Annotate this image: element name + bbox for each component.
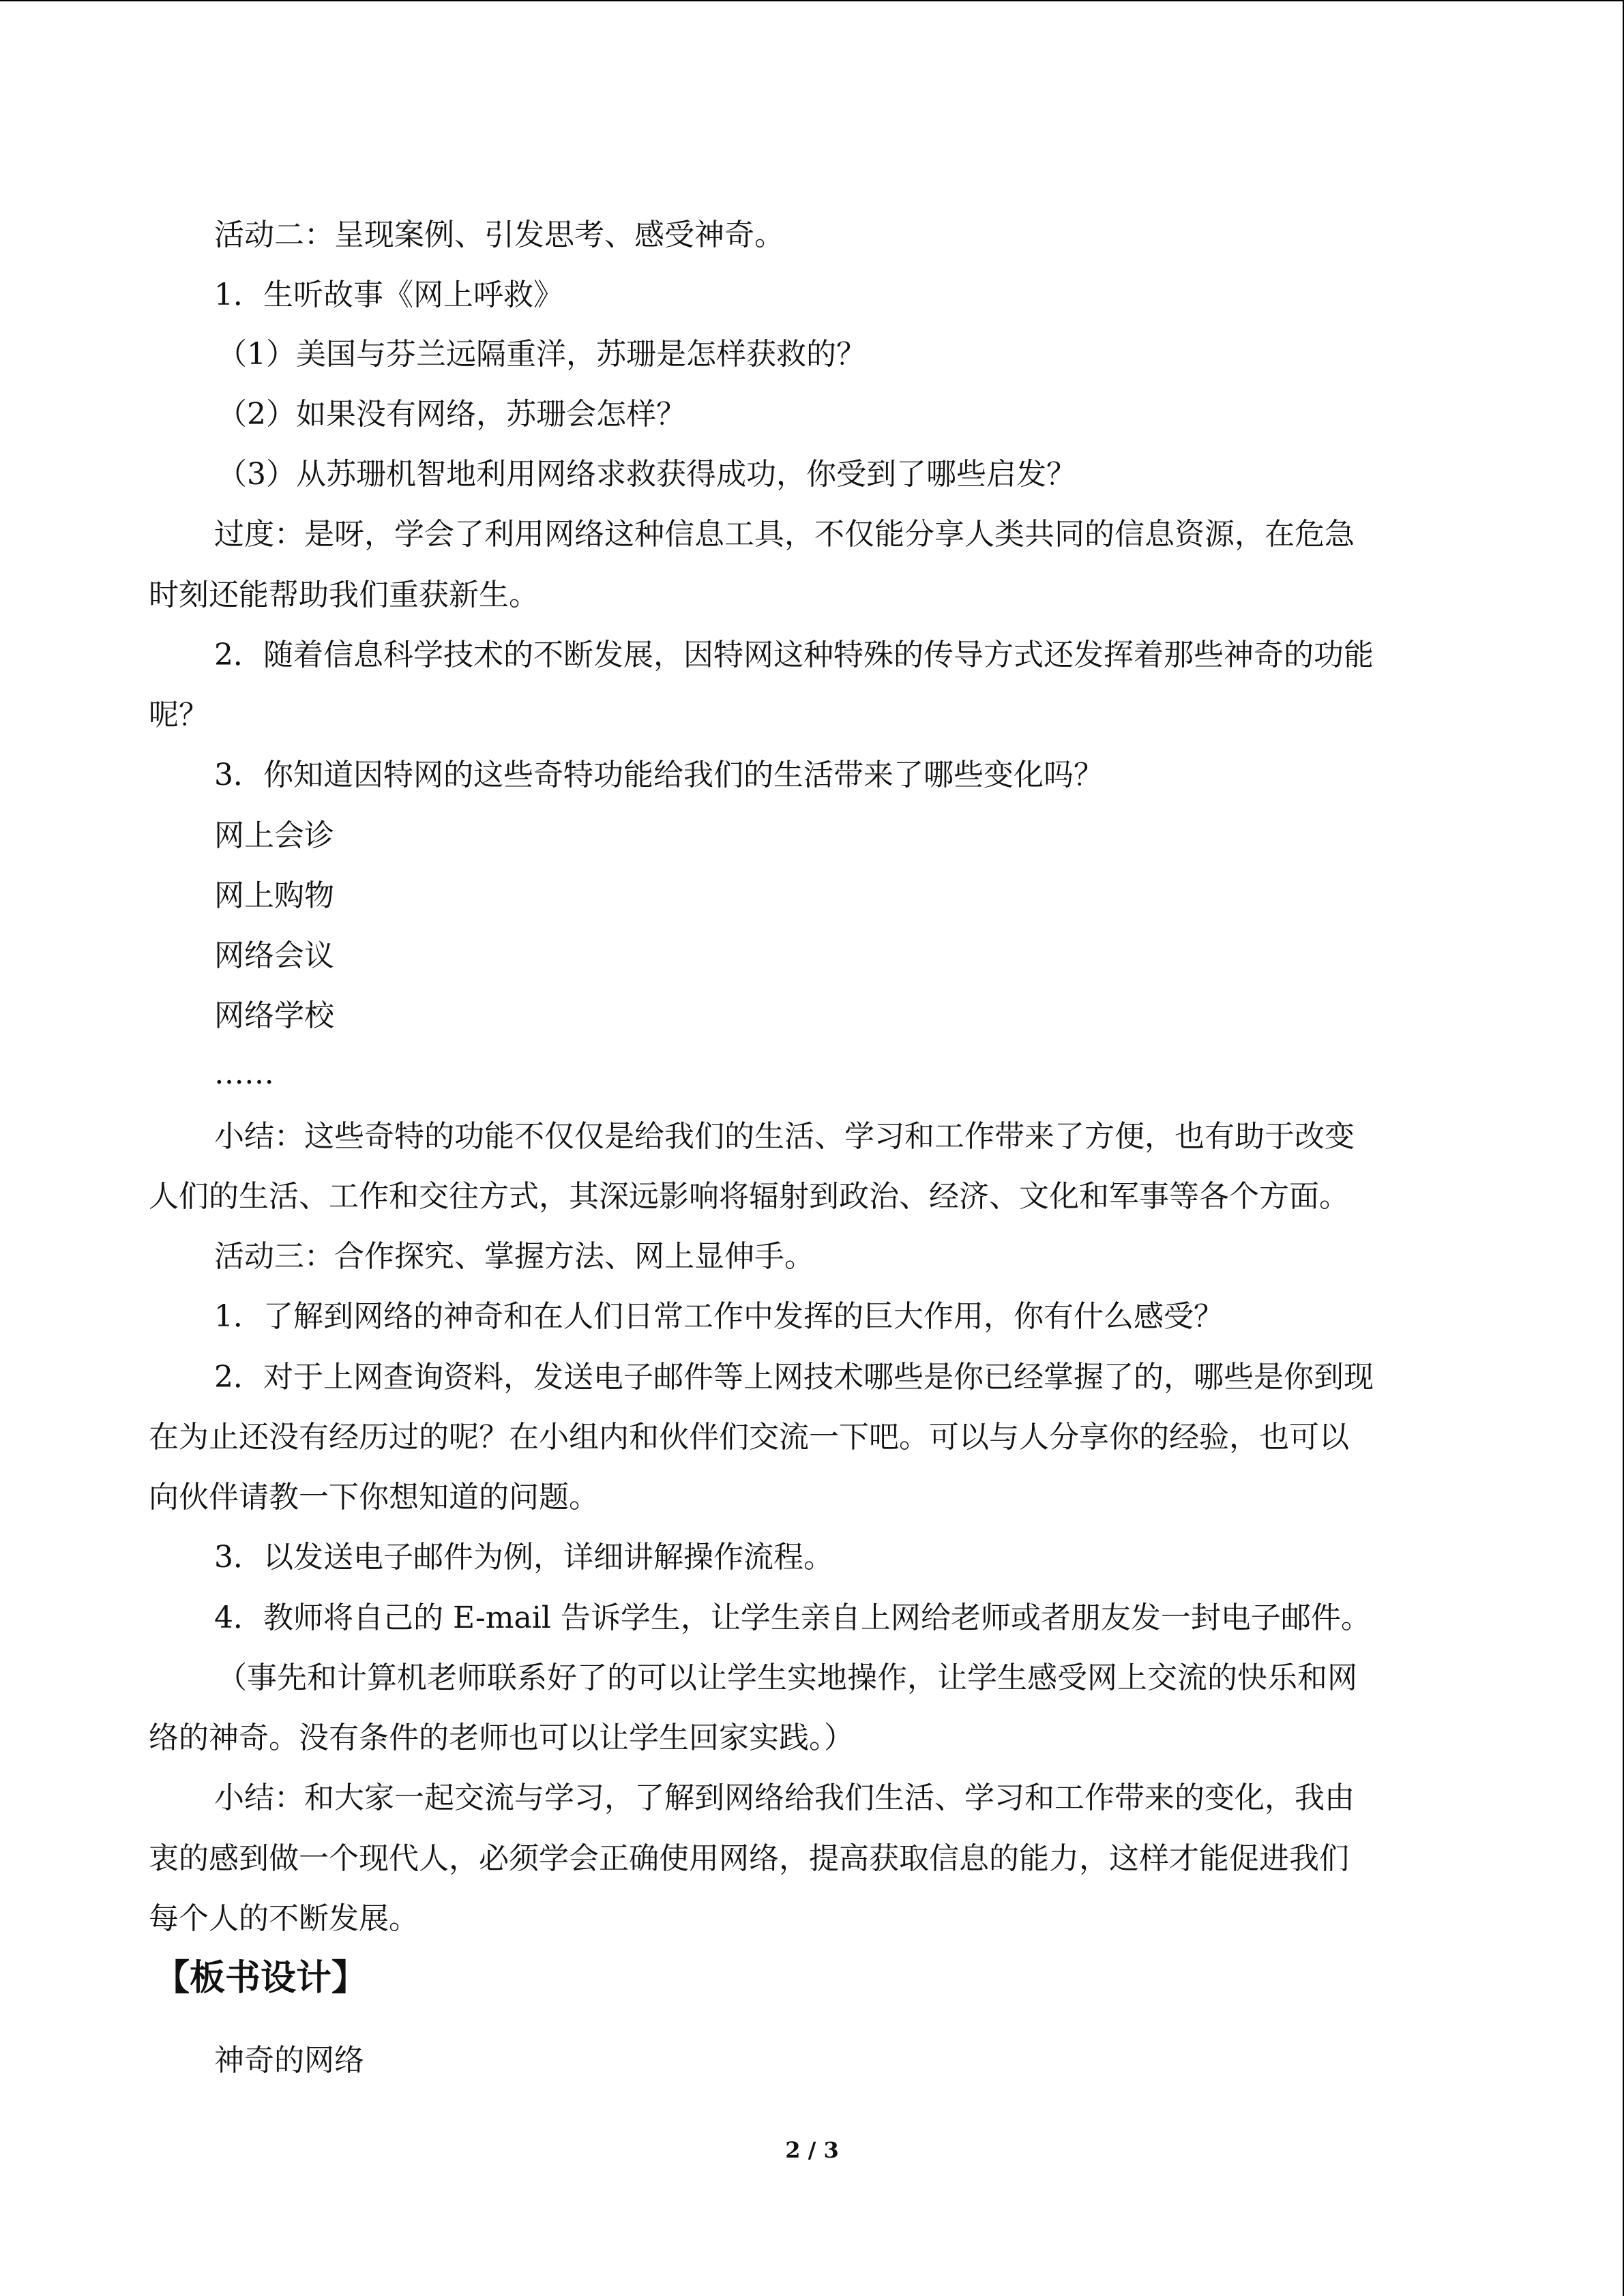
page-number: 2 / 3: [785, 2137, 839, 2163]
item-3: 3．你知道因特网的这些奇特功能给我们的生活带来了哪些变化吗？: [214, 758, 1104, 792]
activity-three-item-2-line-1: 2．对于上网查询资料，发送电子邮件等上网技术哪些是你已经掌握了的，哪些是你到现: [214, 1360, 1374, 1395]
item-2-line-2: 呢？: [149, 698, 209, 732]
summary-1-line-1: 小结：这些奇特的功能不仅仅是给我们的生活、学习和工作带来了方便，也有助于改变: [214, 1119, 1355, 1154]
note-line-2: 络的神奇。没有条件的老师也可以让学生回家实践。）: [149, 1720, 854, 1755]
section-heading-board-design: 【板书设计】: [154, 1957, 368, 1999]
note-line-1: （事先和计算机老师联系好了的可以让学生实地操作，让学生感受网上交流的快乐和网: [217, 1660, 1357, 1695]
summary-2-line-3: 每个人的不断发展。: [149, 1901, 419, 1936]
summary-1-line-2: 人们的生活、工作和交往方式，其深远影响将辐射到政治、经济、文化和军事等各个方面。: [149, 1179, 1349, 1214]
question-1: （1）美国与芬兰远隔重洋，苏珊是怎样获救的？: [217, 337, 866, 372]
activity-three-item-2-line-2: 在为止还没有经历过的呢？在小组内和伙伴们交流一下吧。可以与人分享你的经验，也可以: [149, 1420, 1349, 1455]
list-item-network-school: 网络学校: [214, 998, 334, 1033]
summary-2-line-1: 小结：和大家一起交流与学习，了解到网络给我们生活、学习和工作带来的变化，我由: [214, 1780, 1355, 1815]
list-item-online-shopping: 网上购物: [214, 878, 334, 913]
summary-2-line-2: 衷的感到做一个现代人，必须学会正确使用网络，提高获取信息的能力，这样才能促进我们: [149, 1841, 1349, 1876]
list-item-network-meeting: 网络会议: [214, 938, 334, 973]
activity-three-item-3: 3．以发送电子邮件为例，详细讲解操作流程。: [214, 1540, 833, 1575]
transition-paragraph-line-2: 时刻还能帮助我们重获新生。: [149, 578, 539, 612]
item-2-line-1: 2．随着信息科学技术的不断发展，因特网这种特殊的传导方式还发挥着那些神奇的功能: [214, 638, 1374, 672]
activity-three-heading: 活动三：合作探究、掌握方法、网上显伸手。: [214, 1239, 814, 1274]
list-item-online-consultation: 网上会诊: [214, 818, 334, 853]
activity-three-item-4: 4．教师将自己的 E-mail 告诉学生，让学生亲自上网给老师或者朋友发一封电子邮件。: [214, 1600, 1371, 1635]
transition-paragraph-line-1: 过度：是呀，学会了利用网络这种信息工具，不仅能分享人类共同的信息资源，在危急: [214, 517, 1355, 552]
activity-three-item-1: 1．了解到网络的神奇和在人们日常工作中发挥的巨大作用，你有什么感受？: [214, 1299, 1224, 1334]
activity-three-item-2-line-3: 向伙伴请教一下你想知道的问题。: [149, 1480, 599, 1515]
list-ellipsis: ……: [214, 1056, 274, 1091]
board-title: 神奇的网络: [214, 2043, 364, 2078]
question-2: （2）如果没有网络，苏珊会怎样？: [217, 397, 686, 432]
question-3: （3）从苏珊机智地利用网络求救获得成功，你受到了哪些启发？: [217, 457, 1076, 492]
activity-two-heading: 活动二：呈现案例、引发思考、感受神奇。: [214, 218, 784, 252]
story-item-1: 1．生听故事《网上呼救》: [214, 278, 563, 312]
